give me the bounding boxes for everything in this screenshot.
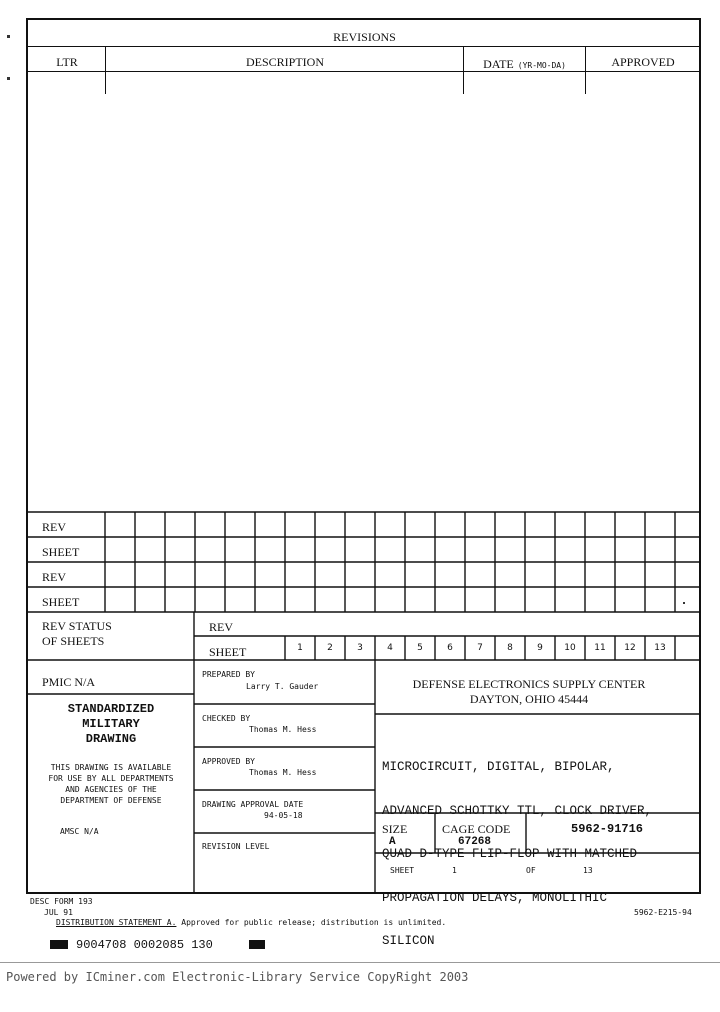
sheet-number: 12 xyxy=(624,643,636,653)
footer-rule xyxy=(0,962,720,963)
sheet-number: 1 xyxy=(297,643,303,653)
stray-dot xyxy=(683,602,685,604)
amsc-label: AMSC N/A xyxy=(60,827,99,836)
rev-row-label: REV xyxy=(42,520,66,534)
title-line2: ADVANCED SCHOTTKY TTL, CLOCK DRIVER, xyxy=(382,803,653,818)
size-label: SIZE xyxy=(382,822,408,836)
rev-status-line1: REV STATUS xyxy=(42,619,112,633)
sheet-number: 8 xyxy=(507,643,513,653)
sheet-row-label: SHEET xyxy=(42,545,80,559)
cage-code-value: 67268 xyxy=(458,836,492,848)
col-approved: APPROVED xyxy=(611,55,675,69)
form-line2: JUL 91 xyxy=(44,908,73,917)
rev-status-line2: OF SHEETS xyxy=(42,634,105,648)
avail-line3: AND AGENCIES OF THE xyxy=(65,785,157,794)
sheet-number: 2 xyxy=(327,643,333,653)
approved-by-label: APPROVED BY xyxy=(202,757,255,766)
std-line2: MILITARY xyxy=(82,717,140,731)
status-sheet-label: SHEET xyxy=(209,645,247,659)
title-line1: MICROCIRCUIT, DIGITAL, BIPOLAR, xyxy=(382,760,615,774)
distribution-label: DISTRIBUTION STATEMENT A. xyxy=(56,918,177,927)
prepared-by-label: PREPARED BY xyxy=(202,670,255,679)
avail-line1: THIS DRAWING IS AVAILABLE xyxy=(50,763,172,772)
doc-code: 5962-E215-94 xyxy=(634,908,692,917)
sheet-number: 7 xyxy=(477,643,483,653)
barcode-block xyxy=(249,940,265,949)
sheet-number: 11 xyxy=(594,643,606,653)
distribution-statement xyxy=(56,918,446,927)
drawing-title xyxy=(382,731,652,963)
agency-line2: DAYTON, OHIO 45444 xyxy=(469,692,589,706)
sheet-number: 4 xyxy=(387,643,393,653)
std-line1: STANDARDIZED xyxy=(67,702,155,716)
rev-row-label: REV xyxy=(42,570,66,584)
barcode-text: 9004708 0002085 130 xyxy=(76,938,213,952)
title-line5: SILICON xyxy=(382,934,435,948)
col-ltr: LTR xyxy=(56,55,78,69)
revision-level-label: REVISION LEVEL xyxy=(202,842,270,851)
barcode-block xyxy=(50,940,68,949)
agency-block xyxy=(375,677,683,707)
prepared-by-name: Larry T. Gauder xyxy=(246,682,319,691)
size-value: A xyxy=(389,836,396,848)
std-line3: DRAWING xyxy=(85,732,137,746)
agency-line1: DEFENSE ELECTRONICS SUPPLY CENTER xyxy=(412,677,646,691)
form-number xyxy=(30,896,93,918)
standardized-military-drawing xyxy=(28,702,194,747)
approved-by-name: Thomas M. Hess xyxy=(249,768,317,777)
sheet-label: SHEET xyxy=(390,866,415,875)
col-description: DESCRIPTION xyxy=(245,55,324,69)
of-label: OF xyxy=(526,866,536,875)
sheet-number: 13 xyxy=(654,643,666,653)
avail-line4: DEPARTMENT OF DEFENSE xyxy=(60,796,162,805)
cage-code-label: CAGE CODE xyxy=(442,822,511,836)
sheet-number: 5 xyxy=(417,643,423,653)
approval-date-label: DRAWING APPROVAL DATE xyxy=(202,800,304,809)
of-value: 13 xyxy=(583,866,593,875)
status-rev-label: REV xyxy=(209,620,233,634)
form-line1: DESC FORM 193 xyxy=(30,897,93,906)
sheet-number: 3 xyxy=(357,643,363,653)
revisions-title: REVISIONS xyxy=(333,30,396,44)
drawing-number: 5962-91716 xyxy=(571,822,644,836)
availability-note xyxy=(28,762,194,806)
sheet-number: 10 xyxy=(564,643,576,653)
powered-by: Powered by ICminer.com Electronic-Library Service CopyRight 2003 xyxy=(6,970,469,984)
approval-date-value: 94-05-18 xyxy=(264,811,303,820)
sheet-row-label: SHEET xyxy=(42,595,80,609)
sheet-number: 9 xyxy=(537,643,543,653)
col-date-format: (YR-MO-DA) xyxy=(517,61,566,70)
pmic-label: PMIC N/A xyxy=(42,675,96,689)
distribution-text: Approved for public release; distribution is unlimited. xyxy=(181,918,447,927)
title-line3: QUAD D-TYPE FLIP-FLOP WITH MATCHED xyxy=(382,847,638,861)
rev-status-label xyxy=(42,619,112,649)
avail-line2: FOR USE BY ALL DEPARTMENTS xyxy=(48,774,174,783)
col-date-label: DATE xyxy=(483,57,514,71)
title-line4: PROPAGATION DELAYS, MONOLITHIC xyxy=(382,890,608,905)
sheet-value: 1 xyxy=(452,866,457,875)
sheet-number: 6 xyxy=(447,643,453,653)
checked-by-name: Thomas M. Hess xyxy=(249,725,317,734)
checked-by-label: CHECKED BY xyxy=(202,714,251,723)
